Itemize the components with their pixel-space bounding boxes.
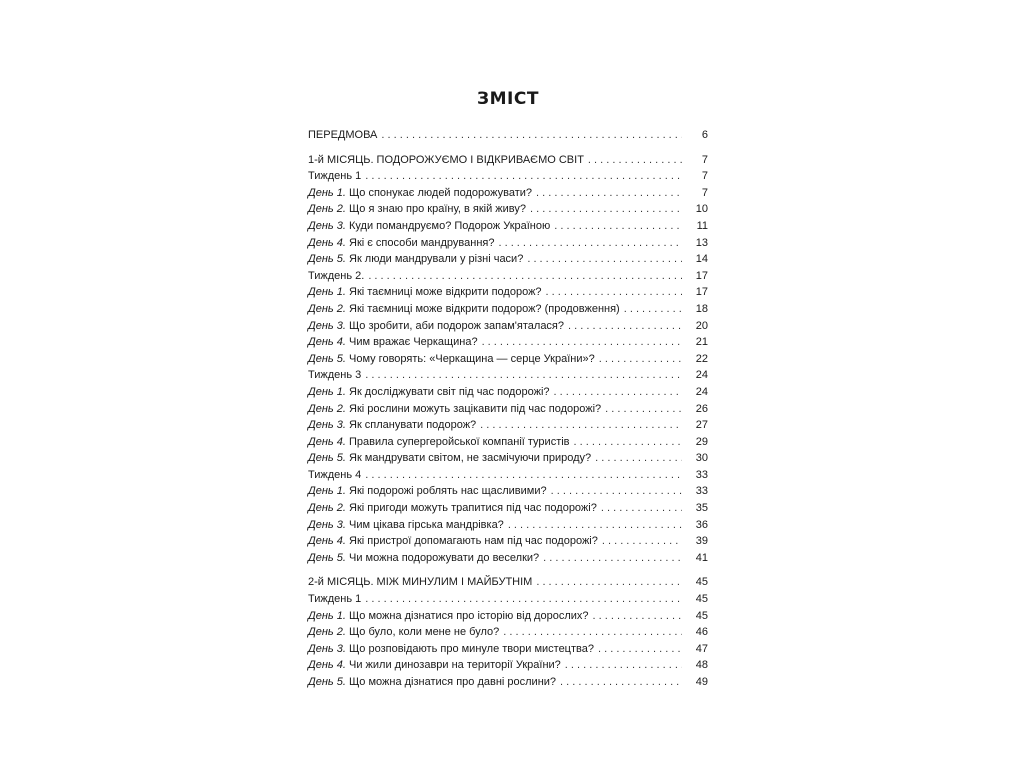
toc-entry <box>308 674 708 691</box>
toc-entry <box>308 401 708 418</box>
toc-entry-day: День 5. <box>308 253 346 266</box>
toc-entry-text: Чому говорять: «Черкащина — серце України»? <box>345 352 595 365</box>
dot-leader <box>588 152 682 169</box>
toc-entry-page: 13 <box>695 236 708 249</box>
dot-leader <box>602 533 682 550</box>
toc-entry-text: Що розповідають про минуле твори мистецтва? <box>345 642 594 655</box>
toc-entry <box>308 434 708 451</box>
toc-entry-day: День 3. <box>308 319 346 332</box>
toc-entry-day: День 5. <box>308 551 346 564</box>
page-title: ЗМІСТ <box>477 89 539 109</box>
toc-entry <box>308 127 708 144</box>
toc-entry-page: 11 <box>696 219 708 232</box>
toc-entry <box>308 318 708 335</box>
dot-leader <box>365 591 682 608</box>
toc-entry-page: 47 <box>695 642 708 655</box>
toc-entry-label <box>308 185 532 202</box>
dot-leader <box>605 401 682 418</box>
toc-entry-page: 29 <box>695 435 708 448</box>
toc-entry-label <box>308 401 601 418</box>
dot-leader <box>599 351 682 368</box>
dot-leader <box>560 674 682 691</box>
toc-entry-text: Чим вражає Черкащина? <box>345 336 478 349</box>
toc-entry-text: Як досліджувати світ під час подорожі? <box>345 385 550 398</box>
toc-entry-text: Як спланувати подорож? <box>345 419 477 432</box>
dot-leader <box>365 367 682 384</box>
toc-entry-page: 48 <box>695 659 708 672</box>
toc-entry <box>308 185 708 202</box>
toc-entry-text: ПЕРЕДМОВА <box>308 129 378 141</box>
dot-leader <box>598 641 682 658</box>
toc-entry-day: День 4. <box>308 659 346 672</box>
toc-entry-page: 22 <box>695 352 708 365</box>
toc-entry-day: День 5. <box>308 352 346 365</box>
toc-entry-page: 24 <box>695 369 708 382</box>
toc-entry-page: 33 <box>695 485 708 498</box>
toc-entry-label <box>308 641 594 658</box>
document-page <box>308 0 708 768</box>
toc-entry-label <box>308 467 361 484</box>
toc-entry-text: Тиждень 2. <box>308 269 365 282</box>
toc-entry-label <box>308 500 597 517</box>
toc-entry-text: Що зробити, аби подорож запам'яталася? <box>345 319 565 332</box>
toc-entry-text: Що можна дізнатися про давні рослини? <box>345 676 557 688</box>
toc-entry-label <box>308 218 550 235</box>
toc-entry <box>308 500 708 517</box>
toc-entry-text: Що спонукає людей подорожувати? <box>345 186 532 199</box>
toc-entry-page: 41 <box>695 551 708 564</box>
dot-leader <box>536 185 682 202</box>
dot-leader <box>480 417 682 434</box>
toc-entry-label <box>308 334 478 351</box>
toc-entry-text: Як люди мандрували у різні часи? <box>345 253 524 266</box>
toc-entry <box>308 334 708 351</box>
toc-entry-page: 33 <box>695 468 708 481</box>
toc-entry-text: Тиждень 1 <box>308 593 362 606</box>
toc-entry-label <box>308 550 539 567</box>
toc-entry <box>308 608 708 625</box>
toc-entry <box>308 251 708 268</box>
toc-entry-day: День 4. <box>308 236 346 249</box>
toc-entry-label <box>308 351 595 368</box>
toc-entry-page: 36 <box>695 518 708 531</box>
toc-entry <box>308 384 708 401</box>
toc-entry-day: День 4. <box>308 435 346 448</box>
dot-leader <box>365 467 682 484</box>
toc-entry-label <box>308 450 591 467</box>
dot-leader <box>565 657 682 674</box>
toc-entry-day: День 1. <box>308 286 346 299</box>
toc-entry-page: 39 <box>695 535 708 548</box>
toc-entry <box>308 268 708 285</box>
toc-entry-text: Які таємниці може відкрити подорож? (продовження) <box>345 302 620 315</box>
toc-entry <box>308 367 708 384</box>
toc-entry-page: 45 <box>695 576 708 589</box>
dot-leader <box>554 384 682 401</box>
toc-entry <box>308 533 708 550</box>
toc-entry-label <box>308 318 564 335</box>
toc-entry <box>308 235 708 252</box>
toc-entry-page: 30 <box>695 452 708 465</box>
toc-entry-page: 21 <box>695 336 708 349</box>
toc-entry <box>308 483 708 500</box>
toc-entry-page: 10 <box>695 203 708 216</box>
toc-entry-label <box>308 268 364 285</box>
toc-entry-label <box>308 284 542 301</box>
toc-entry-page: 17 <box>695 269 708 282</box>
toc-entry-page: 17 <box>695 286 708 299</box>
toc-entry-day: День 5. <box>308 676 346 688</box>
toc-entry-day: День 2. <box>308 302 346 315</box>
dot-leader <box>554 218 682 235</box>
toc-entry-day: День 1. <box>308 186 346 199</box>
toc-entry-label <box>308 152 584 169</box>
toc-entry-text: Що було, коли мене не було? <box>345 626 500 639</box>
dot-leader <box>381 127 682 144</box>
toc-entry-day: День 4. <box>308 535 346 548</box>
toc-entry-page: 7 <box>701 170 708 183</box>
table-of-contents <box>308 127 708 691</box>
dot-leader <box>568 318 682 335</box>
toc-entry-page: 45 <box>695 593 708 606</box>
dot-leader <box>530 201 682 218</box>
toc-entry <box>308 574 708 591</box>
toc-entry-text: 1-й МІСЯЦЬ. ПОДОРОЖУЄМО І ВІДКРИВАЄМО СВІТ <box>308 153 584 166</box>
dot-leader <box>593 608 682 625</box>
toc-entry-label <box>308 168 361 185</box>
dot-leader <box>498 235 682 252</box>
dot-leader <box>503 624 682 641</box>
toc-entry-label <box>308 483 547 500</box>
toc-entry-page: 27 <box>695 419 708 432</box>
toc-entry <box>308 657 708 674</box>
dot-leader <box>551 483 682 500</box>
toc-entry <box>308 201 708 218</box>
dot-leader <box>595 450 682 467</box>
toc-entry-text: 2-й МІСЯЦЬ. МІЖ МИНУЛИМ І МАЙБУТНІМ <box>308 576 533 589</box>
dot-leader <box>527 251 682 268</box>
toc-entry-text: Тиждень 4 <box>308 468 362 481</box>
toc-entry-page: 20 <box>695 319 708 332</box>
toc-entry-text: Правила супергеройської компанії туристів <box>345 435 570 448</box>
dot-leader <box>601 500 682 517</box>
toc-entry-page: 26 <box>695 402 708 415</box>
toc-entry-text: Чим цікава гірська мандрівка? <box>345 518 504 531</box>
toc-entry-text: Які є способи мандрування? <box>345 236 495 249</box>
toc-entry-label <box>308 235 494 252</box>
toc-entry-page: 49 <box>695 676 708 688</box>
toc-entry-day: День 1. <box>308 485 346 498</box>
toc-entry-label <box>308 301 620 318</box>
toc-entry <box>308 624 708 641</box>
dot-leader <box>482 334 682 351</box>
dot-leader <box>574 434 682 451</box>
toc-entry-day: День 2. <box>308 402 346 415</box>
dot-leader <box>368 268 682 285</box>
toc-entry-text: Чи жили динозаври на території України? <box>345 659 561 672</box>
toc-entry-label <box>308 591 361 608</box>
toc-entry-page: 6 <box>701 129 708 141</box>
toc-entry-text: Які пригоди можуть трапитися під час подорожі? <box>345 502 597 515</box>
toc-entry-page: 14 <box>695 253 708 266</box>
toc-entry <box>308 417 708 434</box>
toc-entry <box>308 218 708 235</box>
dot-leader <box>546 284 682 301</box>
toc-entry-label <box>308 417 476 434</box>
toc-entry-day: День 5. <box>308 452 346 465</box>
toc-entry-text: Чи можна подорожувати до веселки? <box>345 551 540 564</box>
toc-entry-day: День 3. <box>308 219 346 232</box>
dot-leader <box>365 168 682 185</box>
toc-entry-page: 35 <box>695 502 708 515</box>
toc-entry <box>308 351 708 368</box>
toc-entry-label <box>308 533 598 550</box>
toc-entry <box>308 152 708 169</box>
dot-leader <box>624 301 682 318</box>
toc-entry-day: День 3. <box>308 642 346 655</box>
toc-entry-label <box>308 201 526 218</box>
dot-leader <box>508 517 682 534</box>
toc-entry-page: 7 <box>701 153 708 166</box>
toc-entry <box>308 450 708 467</box>
toc-entry <box>308 284 708 301</box>
toc-entry <box>308 641 708 658</box>
toc-entry-day: День 1. <box>308 609 346 622</box>
toc-entry-text: Як мандрувати світом, не засмічуючи природу? <box>345 452 592 465</box>
toc-entry <box>308 467 708 484</box>
toc-entry-text: Які таємниці може відкрити подорож? <box>345 286 542 299</box>
toc-entry <box>308 550 708 567</box>
toc-entry <box>308 591 708 608</box>
toc-entry-day: День 3. <box>308 419 346 432</box>
toc-entry-label <box>308 434 570 451</box>
toc-entry <box>308 168 708 185</box>
toc-entry-text: Що я знаю про країну, в якій живу? <box>345 203 527 216</box>
toc-entry-label <box>308 608 589 625</box>
toc-entry-day: День 4. <box>308 336 346 349</box>
toc-entry-label <box>308 517 504 534</box>
toc-entry-label <box>308 367 361 384</box>
toc-entry-label <box>308 574 532 591</box>
toc-entry-text: Тиждень 3 <box>308 369 362 382</box>
toc-entry-page: 45 <box>695 609 708 622</box>
dot-leader <box>543 550 682 567</box>
toc-entry-text: Які подорожі роблять нас щасливими? <box>345 485 547 498</box>
toc-entry-text: Куди помандруємо? Подорож Україною <box>345 219 551 232</box>
toc-entry-day: День 2. <box>308 203 346 216</box>
toc-entry-label <box>308 251 523 268</box>
toc-entry-label <box>308 657 561 674</box>
toc-entry-page: 24 <box>695 385 708 398</box>
toc-entry-day: День 2. <box>308 502 346 515</box>
toc-entry-day: День 2. <box>308 626 346 639</box>
dot-leader <box>536 574 682 591</box>
toc-entry-page: 46 <box>695 626 708 639</box>
toc-entry-page: 7 <box>701 186 708 199</box>
toc-entry-day: День 1. <box>308 385 346 398</box>
toc-entry <box>308 301 708 318</box>
toc-entry-day: День 3. <box>308 518 346 531</box>
toc-entry-text: Які рослини можуть зацікавити під час подорожі? <box>345 402 602 415</box>
toc-entry-label <box>308 384 550 401</box>
toc-entry-text: Що можна дізнатися про історію від дорослих? <box>345 609 589 622</box>
toc-entry-label <box>308 674 556 691</box>
toc-entry-label <box>308 127 377 144</box>
toc-entry-page: 18 <box>695 302 708 315</box>
toc-entry-label <box>308 624 499 641</box>
toc-entry-text: Які пристрої допомагають нам під час подорожі? <box>345 535 598 548</box>
toc-entry <box>308 517 708 534</box>
toc-entry-text: Тиждень 1 <box>308 170 362 183</box>
